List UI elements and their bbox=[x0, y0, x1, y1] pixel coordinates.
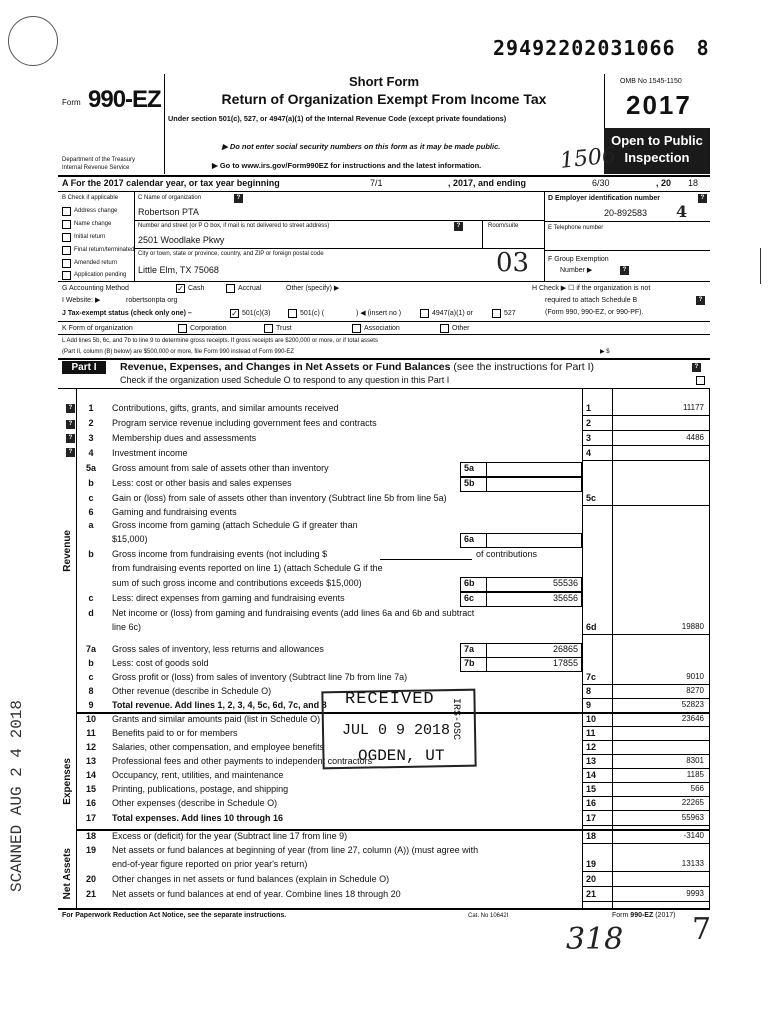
line-number: c bbox=[88, 672, 94, 682]
line-l-text-2: (Part II, column (B) below) are $500,000 or more, file Form 990 instead of Form 990-EZ bbox=[62, 349, 295, 355]
punch-hole-mark bbox=[8, 16, 58, 66]
line-number: 6 bbox=[88, 507, 94, 517]
4947-checkbox[interactable] bbox=[420, 309, 429, 318]
address-change-checkbox[interactable] bbox=[62, 207, 71, 216]
row-rule bbox=[582, 505, 710, 506]
handwritten-number-1506: 1506 bbox=[558, 143, 618, 174]
line-number: 17 bbox=[85, 813, 96, 823]
row-rule bbox=[582, 782, 710, 783]
amount-line-label: 3 bbox=[586, 433, 592, 443]
part-1-title bbox=[120, 361, 594, 373]
employer-id-number[interactable]: 20-892583 bbox=[604, 208, 648, 218]
dln-value: 29492202031066 bbox=[493, 36, 676, 60]
line-number: b bbox=[88, 478, 94, 488]
sub-line-label: 5b bbox=[464, 478, 475, 488]
sub-line-amount[interactable]: 17855 bbox=[552, 658, 578, 668]
amount-line-label: 1 bbox=[586, 403, 592, 413]
info-icon: ? bbox=[66, 420, 75, 429]
line-number: 7a bbox=[85, 644, 96, 654]
organization-name[interactable]: Robertson PTA bbox=[138, 207, 199, 217]
part-1-title-suffix: (see the instructions for Part I) bbox=[453, 361, 595, 373]
amount-line-label: 14 bbox=[586, 770, 597, 780]
line-amount[interactable]: -3140 bbox=[683, 831, 704, 840]
dln-suffix: 8 bbox=[696, 36, 710, 60]
footer-form-word: Form bbox=[612, 912, 629, 919]
line-number: b bbox=[88, 549, 94, 559]
line-l-text-1: L Add lines 5b, 6c, and 7b to line 9 to determine gross receipts. If gross receipts are $200,000 or more, or if total assets bbox=[62, 338, 378, 344]
amount-line-label: 12 bbox=[586, 742, 597, 752]
sub-line-label: 7a bbox=[464, 644, 475, 654]
amount-line-label: 5c bbox=[586, 493, 597, 503]
amount-line-label: 21 bbox=[586, 889, 597, 899]
line-j-label: J Tax-exempt status (check only one) – bbox=[62, 310, 192, 317]
amended-return-label: Amended return bbox=[74, 260, 118, 266]
sub-amount-divider bbox=[486, 533, 487, 547]
final-return-checkbox[interactable] bbox=[62, 246, 71, 255]
line-description: Gross income from gaming (attach Schedule G if greater than bbox=[112, 520, 358, 530]
accrual-label: Accrual bbox=[238, 285, 262, 292]
line-description: end-of-year figure reported on prior year's return) bbox=[112, 859, 308, 869]
row-rule bbox=[582, 901, 710, 902]
sub-amount-divider bbox=[486, 477, 487, 491]
line-number: 4 bbox=[88, 448, 94, 458]
line-number: 18 bbox=[85, 831, 96, 841]
footer-paperwork-notice: For Paperwork Reduction Act Notice, see the separate instructions. bbox=[62, 912, 287, 919]
cash-label: Cash bbox=[188, 285, 205, 292]
row-rule bbox=[582, 796, 710, 797]
form-label: Form bbox=[62, 98, 81, 107]
info-icon: ? bbox=[66, 448, 75, 457]
line-amount[interactable]: 8301 bbox=[686, 756, 704, 765]
line-amount[interactable]: 19880 bbox=[681, 622, 704, 631]
line-amount[interactable]: 8270 bbox=[686, 686, 704, 695]
fill-in-underline[interactable] bbox=[380, 559, 472, 560]
line-number: c bbox=[88, 593, 94, 603]
accrual-checkbox[interactable] bbox=[226, 284, 235, 293]
line-b-label: B Check if applicable bbox=[62, 195, 119, 201]
line-number: 11 bbox=[86, 728, 96, 738]
corporation-checkbox[interactable] bbox=[178, 324, 187, 333]
line-description: Less: cost of goods sold bbox=[112, 658, 209, 668]
line-description-tail: of contributions bbox=[476, 549, 538, 559]
inspection-text: Inspection bbox=[624, 150, 690, 165]
line-d-label: D Employer identification number bbox=[548, 195, 661, 202]
row-rule bbox=[582, 634, 710, 635]
line-description: Net assets or fund balances at end of year. Combine lines 18 through 20 bbox=[112, 889, 401, 899]
row-rule bbox=[582, 754, 710, 755]
note-website: ▶ Go to www.irs.gov/Form990EZ for instructions and the latest information. bbox=[212, 161, 482, 170]
other-org-label: Other bbox=[452, 325, 470, 332]
line-f-label: F Group Exemption bbox=[548, 256, 609, 263]
line-description: Investment income bbox=[112, 448, 188, 458]
net-assets-side-label: Net Assets bbox=[62, 848, 73, 900]
sub-amount-divider bbox=[486, 643, 487, 657]
title-main: Return of Organization Exempt From Income Tax bbox=[221, 91, 547, 107]
trust-checkbox[interactable] bbox=[264, 324, 273, 333]
line-amount[interactable]: 22265 bbox=[681, 798, 704, 807]
application-pending-label: Application pending bbox=[74, 272, 127, 278]
received-stamp-date: JUL 0 9 2018 bbox=[342, 722, 451, 739]
amount-line-label: 4 bbox=[586, 448, 592, 458]
scanned-stamp: SCANNED AUG 2 4 2018 bbox=[8, 700, 26, 893]
amount-line-label: 2 bbox=[586, 418, 592, 428]
line-description: Grants and similar amounts paid (list in Schedule O) bbox=[112, 714, 321, 724]
room-suite-label: Room/suite bbox=[488, 223, 519, 229]
note-ssn: ▶ Do not enter social security numbers on this form as it may be made public. bbox=[222, 142, 501, 151]
amount-line-label: 13 bbox=[586, 756, 597, 766]
row-rule bbox=[582, 768, 710, 769]
line-amount[interactable]: 13133 bbox=[681, 859, 704, 868]
line-number: 12 bbox=[85, 742, 96, 752]
line-number: 3 bbox=[88, 433, 94, 443]
line-amount[interactable]: 11177 bbox=[682, 403, 704, 412]
line-description: Benefits paid to or for members bbox=[112, 728, 238, 738]
handwritten-number-318: 318 bbox=[566, 922, 624, 957]
sub-line-label: 5a bbox=[464, 463, 475, 473]
line-c-name-label: C Name of organization bbox=[138, 195, 202, 201]
edge-mark bbox=[760, 248, 761, 284]
other-org-checkbox[interactable] bbox=[440, 324, 449, 333]
title-short-form: Short Form bbox=[348, 74, 420, 89]
line-a-mid: , 2017, and ending bbox=[448, 178, 527, 188]
line-description: Total expenses. Add lines 10 through 16 bbox=[112, 813, 284, 823]
other-method-label: Other (specify) ▶ bbox=[286, 285, 340, 292]
line-a-year-prefix: , 20 bbox=[656, 178, 672, 188]
527-label: 527 bbox=[504, 310, 516, 317]
line-number: 15 bbox=[85, 784, 96, 794]
amount-line-label: 11 bbox=[586, 728, 596, 738]
line-description: Gain or (loss) from sale of assets other than inventory (Subtract line 5b from line 5a) bbox=[112, 493, 447, 503]
info-icon: ? bbox=[696, 296, 705, 305]
line-number: 8 bbox=[88, 686, 94, 696]
line-number: c bbox=[88, 493, 94, 503]
line-amount[interactable]: 566 bbox=[690, 784, 704, 793]
line-description: $15,000) bbox=[112, 534, 148, 544]
initial-return-checkbox[interactable] bbox=[62, 233, 71, 242]
amount-line-label: 19 bbox=[586, 859, 597, 869]
line-description: Gross amount from sale of assets other than inventory bbox=[112, 463, 329, 473]
line-amount[interactable]: 1185 bbox=[686, 770, 704, 779]
line-g-label: G Accounting Method bbox=[62, 285, 129, 292]
sub-line-label: 6c bbox=[464, 593, 475, 603]
tax-year: 2017 bbox=[626, 90, 692, 120]
line-number: 13 bbox=[85, 756, 96, 766]
line-number: 1 bbox=[88, 403, 94, 413]
amount-line-label: 8 bbox=[586, 686, 592, 696]
application-pending-checkbox[interactable] bbox=[62, 271, 71, 280]
sub-amount-box[interactable] bbox=[460, 462, 582, 477]
line-h-text-2: required to attach Schedule B bbox=[545, 297, 638, 304]
line-description: Gross profit or (loss) from sales of inventory (Subtract line 7b from line 7a) bbox=[112, 672, 408, 682]
sub-line-amount[interactable]: 26865 bbox=[552, 644, 578, 654]
amount-line-label: 16 bbox=[586, 798, 597, 808]
sub-line-label: 6a bbox=[464, 534, 475, 544]
line-description: Gaming and fundraising events bbox=[112, 507, 237, 517]
schedule-o-checkbox[interactable] bbox=[696, 376, 705, 385]
527-checkbox[interactable] bbox=[492, 309, 501, 318]
line-number: b bbox=[88, 658, 94, 668]
title-subtitle: Under section 501(c), 527, or 4947(a)(1) of the Internal Revenue Code (except private foundations) bbox=[168, 114, 507, 123]
handwritten-number-03: 03 bbox=[496, 248, 530, 278]
501c3-label: 501(c)(3) bbox=[242, 310, 271, 317]
row-rule bbox=[582, 684, 710, 685]
amount-line-label: 18 bbox=[586, 831, 597, 841]
line-number: 10 bbox=[85, 714, 96, 724]
row-rule bbox=[582, 886, 710, 887]
line-number: 20 bbox=[85, 874, 96, 884]
line-description: Professional fees and other payments to independent contractors bbox=[112, 756, 373, 766]
info-icon: ? bbox=[454, 222, 463, 231]
document-locator-number bbox=[493, 36, 710, 60]
line-description: Program service revenue including government fees and contracts bbox=[112, 418, 377, 428]
address-change-label: Address change bbox=[74, 208, 118, 214]
line-description: Gross income from fundraising events (not including $ bbox=[112, 549, 328, 559]
line-description: Total revenue. Add lines 1, 2, 3, 4, 5c, 6d, 7c, and 8 bbox=[112, 700, 327, 710]
form-number: 990-EZ bbox=[88, 86, 161, 113]
row-rule bbox=[582, 698, 710, 699]
name-change-label: Name change bbox=[74, 221, 112, 227]
line-number: 16 bbox=[85, 798, 96, 808]
line-description: from fundraising events reported on line 1) (attach Schedule G if the bbox=[112, 563, 383, 573]
sub-amount-box[interactable] bbox=[460, 477, 582, 492]
handwritten-number-7: 7 bbox=[692, 912, 712, 947]
row-rule bbox=[582, 445, 710, 446]
sub-amount-box[interactable] bbox=[460, 533, 582, 548]
department-line-1: Department of the Treasury bbox=[62, 157, 136, 163]
501c3-checkbox[interactable]: ✓ bbox=[231, 309, 238, 318]
line-h-text-1: H Check ▶ ☐ if the organization is not bbox=[532, 285, 651, 292]
row-rule bbox=[582, 726, 710, 727]
sub-amount-divider bbox=[486, 592, 487, 606]
amount-line-label: 15 bbox=[586, 784, 597, 794]
street-address[interactable]: 2501 Woodlake Pkwy bbox=[138, 235, 225, 245]
association-label: Association bbox=[364, 325, 400, 332]
line-amount[interactable]: 9010 bbox=[686, 672, 704, 681]
insert-no-label: ) ◀ (insert no ) bbox=[356, 310, 402, 317]
received-stamp-city: OGDEN, UT bbox=[358, 747, 445, 765]
schedule-o-check-text: Check if the organization used Schedule O to respond to any question in this Part I bbox=[120, 375, 450, 385]
line-amount[interactable]: 23646 bbox=[681, 714, 704, 723]
line-number: 5a bbox=[85, 463, 96, 473]
sub-line-amount[interactable]: 55536 bbox=[552, 578, 578, 588]
row-rule bbox=[582, 740, 710, 741]
initial-return-label: Initial return bbox=[74, 234, 106, 240]
line-c-city-label: City or town, state or province, country, and ZIP or foreign postal code bbox=[138, 251, 324, 257]
part-1-badge: Part I bbox=[62, 361, 106, 374]
line-description: Occupancy, rent, utilities, and maintenance bbox=[112, 770, 284, 780]
line-number: 9 bbox=[88, 700, 94, 710]
line-description: Less: direct expenses from gaming and fundraising events bbox=[112, 593, 345, 603]
sub-amount-divider bbox=[486, 462, 487, 476]
footer-cat-number: Cat. No 10642I bbox=[468, 913, 509, 919]
sub-line-amount[interactable]: 35656 bbox=[552, 593, 578, 603]
sub-line-label: 7b bbox=[464, 658, 475, 668]
row-rule bbox=[582, 825, 710, 826]
line-description: Contributions, gifts, grants, and similar amounts received bbox=[112, 403, 339, 413]
line-f-number-label: Number ▶ bbox=[560, 267, 593, 274]
footer-form-id bbox=[612, 911, 675, 920]
line-description: Other changes in net assets or fund balances (explain in Schedule O) bbox=[112, 874, 390, 884]
info-icon: ? bbox=[66, 404, 75, 413]
received-stamp-irs-osc: IRS-OSC bbox=[450, 698, 461, 741]
line-a-end[interactable]: 6/30 bbox=[592, 178, 610, 188]
line-amount[interactable]: 9993 bbox=[686, 889, 704, 898]
footer-form-number: 990-EZ bbox=[630, 912, 654, 919]
row-rule bbox=[582, 415, 710, 416]
line-description: Other expenses (describe in Schedule O) bbox=[112, 798, 278, 808]
line-h-text-3: (Form 990, 990-EZ, or 990-PF). bbox=[545, 309, 644, 316]
line-description: Printing, publications, postage, and shipping bbox=[112, 784, 289, 794]
line-amount[interactable]: 55963 bbox=[681, 813, 704, 822]
amount-line-label: 6d bbox=[586, 622, 597, 632]
501c-label: 501(c) ( bbox=[300, 310, 325, 317]
received-stamp-label: RECEIVED bbox=[345, 690, 435, 709]
line-k-label: K Form of organization bbox=[62, 325, 133, 332]
part-1-title-text: Revenue, Expenses, and Changes in Net Assets or Fund Balances bbox=[120, 361, 451, 373]
department-line-2: Internal Revenue Service bbox=[62, 165, 130, 171]
line-e-label: E Telephone number bbox=[548, 225, 604, 231]
info-icon: ? bbox=[620, 266, 629, 275]
handwritten-mark-4: 4 bbox=[676, 202, 688, 221]
line-number: 21 bbox=[85, 889, 96, 899]
line-number: d bbox=[88, 608, 94, 618]
line-i-label: I Website: ▶ bbox=[62, 297, 101, 304]
amount-line-label: 7c bbox=[586, 672, 597, 682]
trust-label: Trust bbox=[276, 325, 292, 332]
row-rule bbox=[582, 712, 710, 713]
amount-line-label: 20 bbox=[586, 874, 597, 884]
row-rule bbox=[582, 810, 710, 811]
association-checkbox[interactable] bbox=[352, 324, 361, 333]
revenue-side-label: Revenue bbox=[62, 530, 73, 572]
line-description: sum of such gross income and contributions exceeds $15,000) bbox=[112, 578, 362, 588]
city-state-zip[interactable]: Little Elm, TX 75068 bbox=[138, 265, 219, 275]
amount-line-label: 10 bbox=[586, 714, 597, 724]
sub-amount-divider bbox=[486, 577, 487, 591]
sub-amount-divider bbox=[486, 657, 487, 671]
info-icon: ? bbox=[692, 363, 701, 372]
info-icon: ? bbox=[66, 434, 75, 443]
4947-label: 4947(a)(1) or bbox=[432, 310, 473, 317]
footer-form-year: (2017) bbox=[655, 912, 676, 919]
line-description: Excess or (deficit) for the year (Subtract line 17 from line 9) bbox=[112, 831, 348, 841]
501c-checkbox[interactable] bbox=[288, 309, 297, 318]
name-change-checkbox[interactable] bbox=[62, 220, 71, 229]
line-number: a bbox=[88, 520, 94, 530]
website-value[interactable]: robertsonpta org bbox=[126, 297, 178, 304]
expenses-side-label: Expenses bbox=[62, 758, 73, 805]
line-description: Salaries, other compensation, and employee benefits bbox=[112, 742, 325, 752]
info-icon: ? bbox=[234, 194, 243, 203]
omb-number: OMB No 1545-1150 bbox=[620, 78, 682, 85]
line-number: 19 bbox=[85, 845, 96, 855]
open-to-public-text: Open to Public bbox=[611, 133, 703, 148]
line-description: Net assets or fund balances at beginning of year (from line 27, column (A)) (must agree with bbox=[112, 845, 479, 855]
line-a-label: A For the 2017 calendar year, or tax year beginning bbox=[62, 178, 280, 188]
line-description: Net income or (loss) from gaming and fundraising events (add lines 6a and 6b and subtract bbox=[112, 608, 475, 618]
line-a-end-year[interactable]: 18 bbox=[688, 178, 699, 188]
amount-line-label: 9 bbox=[586, 700, 592, 710]
row-rule bbox=[582, 430, 710, 431]
line-description: Gross sales of inventory, less returns and allowances bbox=[112, 644, 324, 654]
row-rule bbox=[582, 460, 710, 461]
line-amount[interactable]: 52823 bbox=[681, 700, 704, 709]
final-return-label: Final return/terminated bbox=[74, 247, 135, 253]
line-a-begin[interactable]: 7/1 bbox=[370, 178, 383, 188]
corporation-label: Corporation bbox=[190, 325, 227, 332]
line-c-street-label: Number and street (or P O box, if mail is not delivered to street address) bbox=[138, 223, 330, 229]
line-number: 14 bbox=[85, 770, 96, 780]
line-description: Membership dues and assessments bbox=[112, 433, 257, 443]
line-number: 2 bbox=[88, 418, 94, 428]
row-rule bbox=[582, 871, 710, 872]
cash-checkbox[interactable]: ✓ bbox=[177, 284, 184, 293]
amount-line-label: 17 bbox=[586, 813, 597, 823]
line-description: Other revenue (describe in Schedule O) bbox=[112, 686, 272, 696]
line-description: Less: cost or other basis and sales expenses bbox=[112, 478, 292, 488]
sub-line-label: 6b bbox=[464, 578, 475, 588]
line-l-dollar: ▶ $ bbox=[600, 349, 610, 355]
line-amount[interactable]: 4486 bbox=[686, 433, 704, 442]
row-rule bbox=[582, 843, 710, 844]
info-icon: ? bbox=[698, 194, 707, 203]
amended-return-checkbox[interactable] bbox=[62, 259, 71, 268]
line-description: line 6c) bbox=[112, 622, 142, 632]
